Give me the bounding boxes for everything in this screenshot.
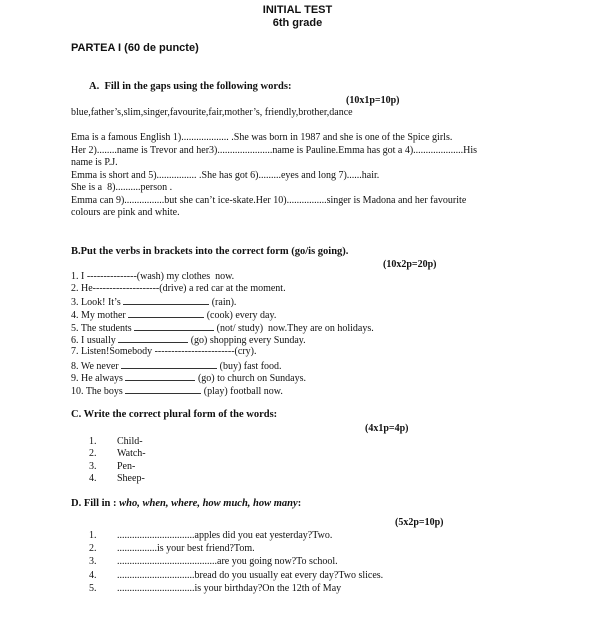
section-b-item-2: 2. He--------------------(drive) a red car at the moment. bbox=[71, 283, 286, 294]
section-a-line-7: colours are pink and white. bbox=[71, 207, 180, 218]
section-d-item-5: 5. ...............................is your birthday?On the 12th of May bbox=[89, 583, 342, 594]
section-b-points: (10x2p=20p) bbox=[383, 259, 437, 270]
section-c-item-2: 2. Watch- bbox=[89, 448, 146, 459]
section-b-item-7: 7. Listen!Somebody ------------------------(cry). bbox=[71, 346, 257, 357]
partea-heading: PARTEA I (60 de puncte) bbox=[71, 42, 199, 54]
section-b-item-9: 9. He always (go) to church on Sundays. bbox=[71, 373, 306, 384]
section-a-line-2: Her 2)........name is Trevor and her3)......................name is Pauline.Emma has got a 4)....................His bbox=[71, 145, 478, 156]
answer-blank[interactable] bbox=[123, 295, 209, 305]
grade-label: 6th grade bbox=[272, 17, 323, 29]
answer-blank[interactable] bbox=[125, 384, 201, 394]
answer-blank[interactable] bbox=[121, 359, 217, 369]
section-b-item-4: 4. My mother (cook) every day. bbox=[71, 310, 277, 321]
section-c-item-3: 3. Pen- bbox=[89, 461, 136, 472]
answer-blank[interactable] bbox=[118, 333, 188, 343]
section-d-item-4: 4. ...............................bread do you usually eat every day?Two slices. bbox=[89, 570, 384, 581]
section-a-points: (10x1p=10p) bbox=[346, 95, 400, 106]
section-b-heading: B.Put the verbs in brackets into the correct form (go/is going). bbox=[71, 246, 349, 257]
section-d-heading: D. Fill in : who, when, where, how much, how many: bbox=[71, 498, 302, 509]
section-d-item-1: 1. ...............................apples did you eat yesterday?Two. bbox=[89, 530, 333, 541]
section-a-line-4: Emma is short and 5)................ .She has got 6).........eyes and long 7)......hair. bbox=[71, 170, 380, 181]
section-b-item-5: 5. The students (not/ study) now.They are on holidays. bbox=[71, 323, 374, 334]
section-b-item-8: 8. We never (buy) fast food. bbox=[71, 361, 282, 372]
section-d-item-2: 2. ................is your best friend?Tom. bbox=[89, 543, 255, 554]
test-title: INITIAL TEST bbox=[262, 4, 333, 16]
section-a-line-5: She is a 8)..........person . bbox=[71, 182, 173, 193]
section-d-item-3: 3. ........................................are you going now?To school. bbox=[89, 556, 338, 567]
section-a-line-1: Ema is a famous English 1)................... .She was born in 1987 and she is one of the Spice girls. bbox=[71, 132, 453, 143]
section-c-heading: C. Write the correct plural form of the words: bbox=[71, 409, 278, 420]
section-a-word-bank: blue,father’s,slim,singer,favourite,fair,mother’s, friendly,brother,dance bbox=[71, 107, 353, 118]
section-b-item-3: 3. Look! It’s (rain). bbox=[71, 297, 237, 308]
section-d-points: (5x2p=10p) bbox=[395, 517, 444, 528]
section-b-item-6: 6. I usually (go) shopping every Sunday. bbox=[71, 335, 306, 346]
answer-blank[interactable] bbox=[128, 308, 204, 318]
section-a-line-6: Emma can 9)................but she can’t ice-skate.Her 10)................singer is Madona and her favourite bbox=[71, 195, 467, 206]
section-a-line-3: name is P.J. bbox=[71, 157, 118, 168]
section-c-item-1: 1. Child- bbox=[89, 436, 143, 447]
answer-blank[interactable] bbox=[125, 371, 195, 381]
section-c-item-4: 4. Sheep- bbox=[89, 473, 145, 484]
section-c-points: (4x1p=4p) bbox=[365, 423, 409, 434]
section-b-item-10: 10. The boys (play) football now. bbox=[71, 386, 283, 397]
answer-blank[interactable] bbox=[134, 321, 214, 331]
section-b-item-1: 1. I ---------------(wash) my clothes now. bbox=[71, 271, 235, 282]
section-a-heading: A. Fill in the gaps using the following words: bbox=[89, 81, 292, 92]
